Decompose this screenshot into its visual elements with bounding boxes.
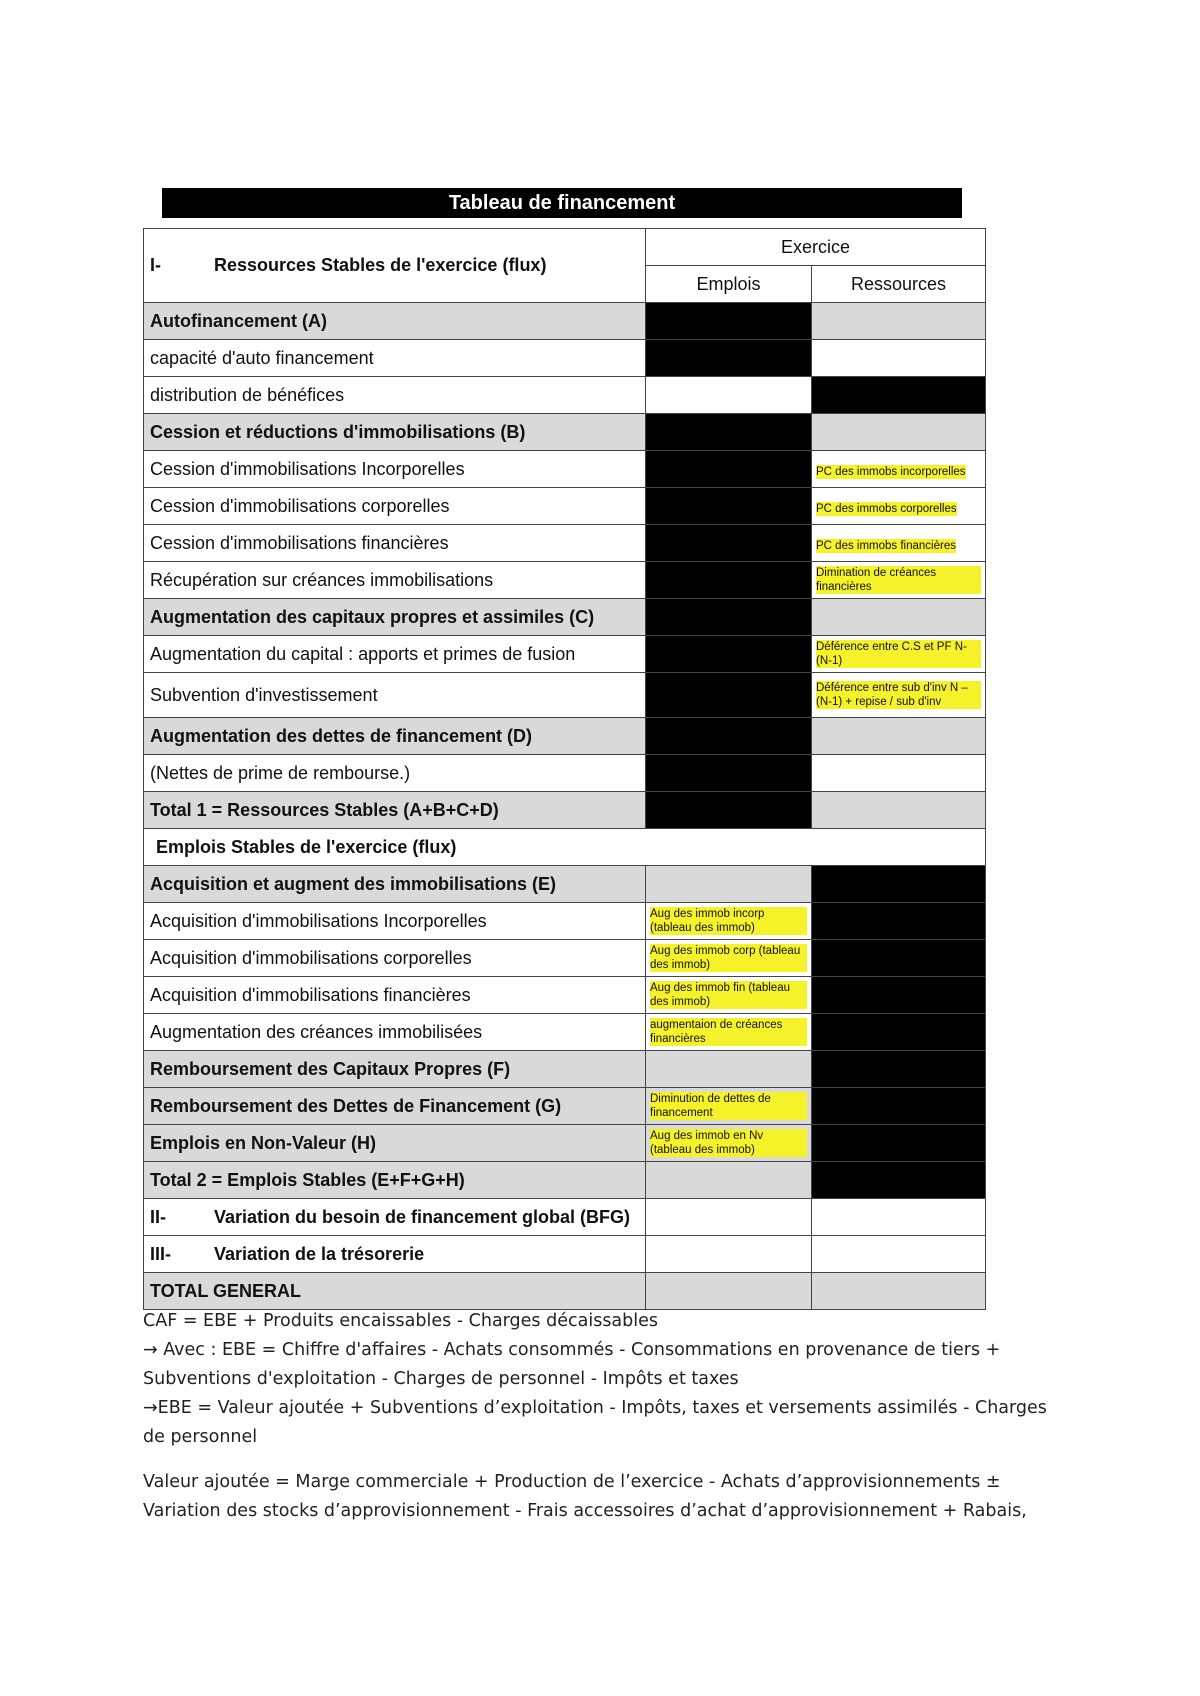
- table-row: [144, 940, 986, 977]
- emplois-cell: [646, 451, 812, 488]
- table-row: [144, 1273, 986, 1310]
- row-label: capacité d'auto financement: [144, 340, 646, 377]
- table-row: [144, 829, 986, 866]
- emplois-cell: [646, 377, 812, 414]
- emplois-cell: [646, 1236, 812, 1273]
- table-row: [144, 1236, 986, 1273]
- emplois-cell: [646, 1014, 812, 1051]
- section-number: III-: [150, 1243, 171, 1264]
- table-row: [144, 1125, 986, 1162]
- highlight-note: Aug des immob en Nv (tableau des immob): [650, 1129, 807, 1157]
- table-row: [144, 673, 986, 718]
- table-row: [144, 866, 986, 903]
- emplois-cell: [646, 1125, 812, 1162]
- row-label: Augmentation des créances immobilisées: [144, 1014, 646, 1051]
- table-row: [144, 1051, 986, 1088]
- ressources-cell: [812, 673, 986, 718]
- emplois-header: Emplois: [646, 266, 812, 303]
- emplois-cell: [646, 488, 812, 525]
- treso-label: Variation de la trésorerie: [214, 1243, 425, 1264]
- highlight-note: PC des immobs financières: [816, 539, 956, 552]
- emplois-cell: [646, 1051, 812, 1088]
- emplois-cell: [646, 1088, 812, 1125]
- row-label: Remboursement des Dettes de Financement (G): [144, 1088, 646, 1125]
- emplois-cell: [646, 1199, 812, 1236]
- table-row: [144, 451, 986, 488]
- ressources-cell: [812, 488, 986, 525]
- table-header-row: [144, 229, 986, 266]
- ressources-cell: [812, 718, 986, 755]
- emplois-cell: [646, 755, 812, 792]
- row-label: Acquisition d'immobilisations Incorporelles: [144, 903, 646, 940]
- highlight-note: PC des immobs corporelles: [816, 502, 957, 515]
- ressources-cell: [812, 755, 986, 792]
- section-one-header: [144, 229, 646, 303]
- emplois-cell: [646, 866, 812, 903]
- ressources-cell: [812, 562, 986, 599]
- financing-table: [143, 228, 986, 1310]
- table-row: [144, 414, 986, 451]
- highlight-note: Déférence entre sub d'inv N – (N-1) + repise / sub d'inv: [816, 681, 981, 709]
- row-label: TOTAL GENERAL: [144, 1273, 646, 1310]
- row-label: Cession d'immobilisations financières: [144, 525, 646, 562]
- table-row: [144, 636, 986, 673]
- ressources-cell: [812, 1051, 986, 1088]
- note-line: Valeur ajoutée = Marge commerciale + Production de l’exercice - Achats d’approvisionnements ± Variation des stocks d’approvisionnement - Frais accessoires d’achat d’approvisionnement + Rabais,: [143, 1472, 1027, 1521]
- bfg-label: Variation du besoin de financement global (BFG): [214, 1206, 631, 1227]
- row-label: (Nettes de prime de rembourse.): [144, 755, 646, 792]
- row-label: Augmentation des dettes de financement (D): [144, 718, 646, 755]
- highlight-note: Dimination de créances financières: [816, 566, 981, 594]
- highlight-note: Aug des immob corp (tableau des immob): [650, 944, 807, 972]
- table-row: [144, 1199, 986, 1236]
- emplois-cell: [646, 303, 812, 340]
- ressources-header: Ressources: [812, 266, 986, 303]
- row-label: Acquisition et augment des immobilisations (E): [144, 866, 646, 903]
- note-line: → Avec : EBE = Chiffre d'affaires - Achats consommés - Consommations en provenance de tiers + Subventions d'exploitation - Charges de personnel - Impôts et taxes: [143, 1340, 1001, 1389]
- ressources-cell: [812, 1199, 986, 1236]
- ressources-cell: [812, 1236, 986, 1273]
- emplois-cell: [646, 718, 812, 755]
- table-row: [144, 488, 986, 525]
- table-row: [144, 977, 986, 1014]
- ressources-cell: [812, 1273, 986, 1310]
- row-label: Subvention d'investissement: [144, 673, 646, 718]
- ressources-cell: [812, 940, 986, 977]
- row-label: Total 2 = Emplois Stables (E+F+G+H): [144, 1162, 646, 1199]
- row-label: Remboursement des Capitaux Propres (F): [144, 1051, 646, 1088]
- emplois-cell: [646, 1162, 812, 1199]
- emplois-cell: [646, 340, 812, 377]
- row-label: distribution de bénéfices: [144, 377, 646, 414]
- table-row: [144, 340, 986, 377]
- row-label: Autofinancement (A): [144, 303, 646, 340]
- emplois-cell: [646, 599, 812, 636]
- highlight-note: Aug des immob fin (tableau des immob): [650, 981, 807, 1009]
- emplois-cell: [646, 414, 812, 451]
- table-row: [144, 525, 986, 562]
- highlight-note: PC des immobs incorporelles: [816, 465, 966, 478]
- ressources-cell: [812, 903, 986, 940]
- ressources-cell: [812, 1014, 986, 1051]
- table-row: [144, 599, 986, 636]
- highlight-note: Aug des immob incorp (tableau des immob): [650, 907, 807, 935]
- emplois-cell: [646, 1273, 812, 1310]
- emplois-cell: [646, 940, 812, 977]
- ressources-cell: [812, 451, 986, 488]
- row-label: Total 1 = Ressources Stables (A+B+C+D): [144, 792, 646, 829]
- table-row: [144, 377, 986, 414]
- emplois-cell: [646, 977, 812, 1014]
- ressources-cell: [812, 303, 986, 340]
- table-row: [144, 1162, 986, 1199]
- row-label: Emplois en Non-Valeur (H): [144, 1125, 646, 1162]
- ressources-cell: [812, 977, 986, 1014]
- table-row: [144, 792, 986, 829]
- formula-notes: [143, 1307, 1063, 1542]
- table-row: [144, 303, 986, 340]
- emplois-section-header: Emplois Stables de l'exercice (flux): [144, 829, 986, 866]
- highlight-note: augmentaion de créances financières: [650, 1018, 807, 1046]
- ressources-cell: [812, 792, 986, 829]
- emplois-cell: [646, 636, 812, 673]
- table-row: [144, 562, 986, 599]
- table-row: [144, 755, 986, 792]
- table-row: [144, 1014, 986, 1051]
- ressources-cell: [812, 377, 986, 414]
- ressources-cell: [812, 525, 986, 562]
- row-label: Acquisition d'immobilisations financières: [144, 977, 646, 1014]
- emplois-cell: [646, 562, 812, 599]
- row-label: Cession d'immobilisations Incorporelles: [144, 451, 646, 488]
- ressources-cell: [812, 414, 986, 451]
- row-label: Augmentation des capitaux propres et assimiles (C): [144, 599, 646, 636]
- exercice-header: Exercice: [646, 229, 986, 266]
- row-label: Cession d'immobilisations corporelles: [144, 488, 646, 525]
- row-label: Cession et réductions d'immobilisations (B): [144, 414, 646, 451]
- row-label: Acquisition d'immobilisations corporelles: [144, 940, 646, 977]
- note-line: →EBE = Valeur ajoutée + Subventions d’exploitation - Impôts, taxes et versements assimilés - Charges de personnel: [143, 1398, 1047, 1447]
- row-label: [144, 1199, 646, 1236]
- row-label: Augmentation du capital : apports et primes de fusion: [144, 636, 646, 673]
- table-title: Tableau de financement: [162, 188, 962, 218]
- table-row: [144, 903, 986, 940]
- section-number: I-: [150, 255, 161, 275]
- ressources-cell: [812, 866, 986, 903]
- section-number: II-: [150, 1206, 166, 1227]
- row-label: Récupération sur créances immobilisations: [144, 562, 646, 599]
- section-label: Ressources Stables de l'exercice (flux): [214, 255, 547, 275]
- highlight-note: Déférence entre C.S et PF N- (N-1): [816, 640, 981, 668]
- ressources-cell: [812, 1088, 986, 1125]
- emplois-cell: [646, 792, 812, 829]
- ressources-cell: [812, 1125, 986, 1162]
- ressources-cell: [812, 1162, 986, 1199]
- row-label: [144, 1236, 646, 1273]
- emplois-cell: [646, 673, 812, 718]
- ressources-cell: [812, 599, 986, 636]
- ressources-cell: [812, 636, 986, 673]
- emplois-cell: [646, 525, 812, 562]
- ressources-cell: [812, 340, 986, 377]
- highlight-note: Diminution de dettes de financement: [650, 1092, 807, 1120]
- emplois-cell: [646, 903, 812, 940]
- note-line: CAF = EBE + Produits encaissables - Charges décaissables: [143, 1311, 659, 1331]
- table-row: [144, 1088, 986, 1125]
- table-row: [144, 718, 986, 755]
